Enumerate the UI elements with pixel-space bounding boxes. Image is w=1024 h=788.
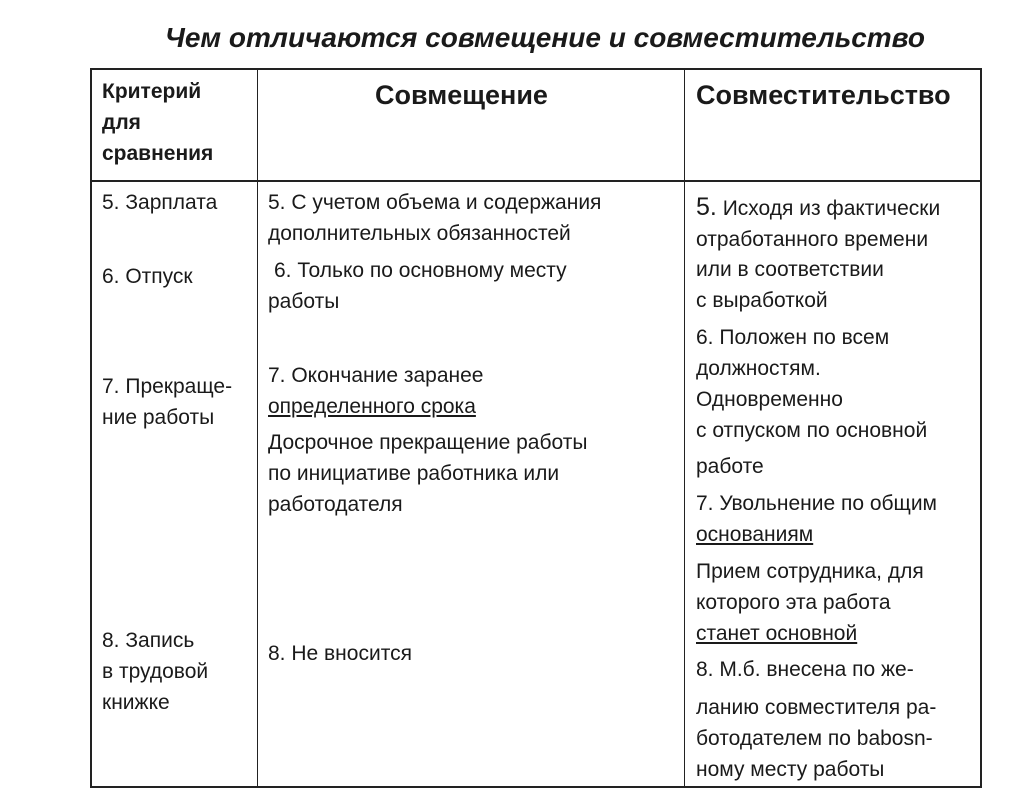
combination-early-line: по инициативе работника или [268,462,560,485]
part-time-hire-line: станет основной [696,622,858,645]
part-time-salary-line: или в соответствии [696,258,884,281]
criterion-record-line: книжке [102,691,170,714]
part-time-term-line: 7. Увольнение по общим [696,492,937,515]
criterion-record-line: 8. Запись [102,629,195,652]
header-combination: Совмещение [375,80,548,110]
header-part-time: Совместительство [696,80,951,110]
combination-early-line: работодателя [268,493,403,516]
part-time-vacation-line: 6. Положен по всем [696,326,890,349]
column-divider-2 [684,68,685,788]
part-time-salary-text: Исходя из фактически [722,197,941,220]
combination-vacation-line: работы [268,290,340,313]
header-criterion-line: для [102,111,141,134]
part-time-record-line: 8. М.б. внесена по же- [696,658,914,681]
header-divider [90,180,982,182]
part-time-vacation-line: с отпуском по основной [696,419,928,442]
part-time-vacation-line: работе [696,455,764,478]
part-time-hire-line: Прием сотрудника, для [696,560,924,583]
combination-early-line: Досрочное прекращение работы [268,431,588,454]
part-time-salary-line: отработанного времени [696,228,929,251]
criterion-termination-line: 7. Прекраще- [102,375,233,398]
part-time-term-line: основаниям [696,523,814,546]
combination-salary-line: 5. С учетом объема и содержания [268,191,602,214]
criterion-vacation: 6. Отпуск [102,265,193,288]
criterion-salary: 5. Зарплата [102,191,218,214]
criterion-termination-line: ние работы [102,406,215,429]
part-time-salary-line: с выработкой [696,289,828,312]
column-divider-1 [257,68,258,788]
criterion-record-line: в трудовой [102,660,209,683]
part-time-salary-number: 5. [696,193,717,221]
slide-title: Чем отличаются совмещение и совместительство [165,22,925,53]
part-time-record-line: ному месту работы [696,758,885,781]
combination-term-line: 7. Окончание заранее [268,364,484,387]
header-criterion-line: сравнения [102,142,214,165]
combination-record: 8. Не вносится [268,642,412,665]
header-criterion-line: Критерий [102,80,202,103]
part-time-record-line: ботодателем по babosn- [696,727,933,750]
combination-salary-line: дополнительных обязанностей [268,222,571,245]
part-time-salary-line [696,192,940,224]
part-time-vacation-line: Одновременно [696,388,843,411]
combination-term-line: определенного срока [268,395,476,418]
part-time-record-line: ланию совместителя ра- [696,696,937,719]
combination-vacation-line: 6. Только по основному месту [274,259,567,282]
header-criterion [102,76,213,169]
part-time-hire-line: которого эта работа [696,591,891,614]
part-time-vacation-line: должностям. [696,357,821,380]
